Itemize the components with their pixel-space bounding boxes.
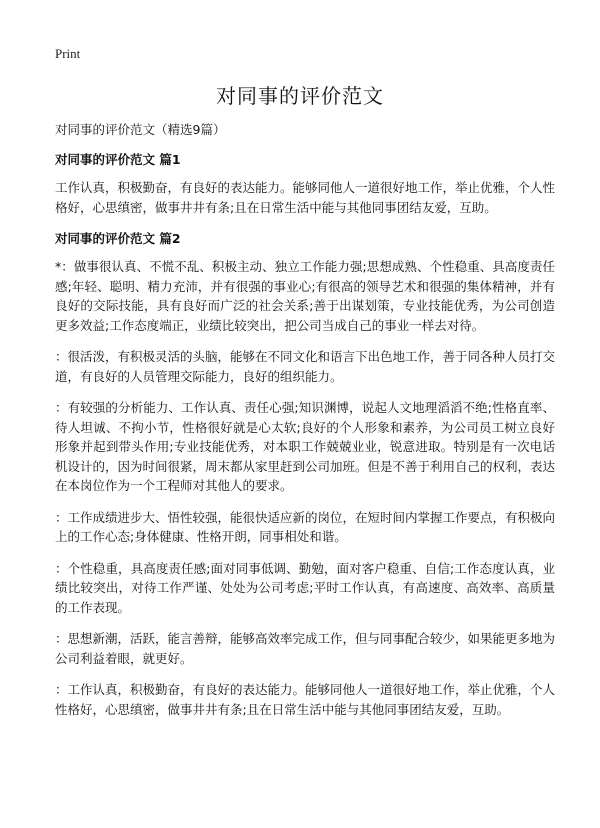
paragraph: ：很活泼，有积极灵活的头脑，能够在不同文化和语言下出色地工作，善于同各种人员打交道，有良好的人员管理交际能力，良好的组织能力。 — [55, 349, 556, 384]
paragraph: ：工作认真，积极勤奋，有良好的表达能力。能够同他人一道很好地工作，举止优雅，个人性格好，心思缜密，做事井井有条;且在日常生活中能与其他同事团结友爱，互助。 — [55, 682, 556, 717]
section-1 — [55, 150, 555, 217]
paragraph: ：思想新潮，活跃，能言善辩，能够高效率完成工作，但与同事配合较少，如果能更多地为公司利益着眼，就更好。 — [55, 631, 556, 666]
paragraph: ：个性稳重，具高度责任感;面对同事低调、勤勉，面对客户稳重、自信;工作态度认真，业绩比较突出，对待工作严谨、处处为公司考虑;平时工作认真，有高速度、高效率、高质量的工作表现。 — [55, 560, 555, 615]
section-2 — [55, 229, 555, 719]
paragraph: 工作认真，积极勤奋，有良好的表达能力。能够同他人一道很好地工作，举止优雅，个人性格好，心思缜密，做事井井有条;且在日常生活中能与其他同事团结友爱，互助。 — [55, 180, 556, 215]
paragraph: *：做事很认真、不慌不乱、积极主动、独立工作能力强;思想成熟、个性稳重、具高度责任感;年轻、聪明、精力充沛，并有很强的事业心;有很高的领导艺术和很强的集体精神，并有良好的交际技能，具有良好而广泛的社会关系;善于出谋划策，专业技能优秀，为公司创造更多效益;工作态度端正，业绩比较突出，把公司当成自己的事业一样去对待。 — [55, 259, 555, 333]
section-heading: 对同事的评价范文 篇2 — [55, 231, 181, 246]
paragraph: ：工作成绩进步大、悟性较强，能很快适应新的岗位，在短时间内掌握工作要点，有积极向上的工作心态;身体健康、性格开朗，同事相处和谐。 — [55, 509, 556, 544]
page-subtitle: 对同事的评价范文（精选9篇） — [55, 122, 226, 137]
paragraph: ：有较强的分析能力、工作认真、责任心强;知识渊博，说起人文地理滔滔不绝;性格直率、待人坦诚、不拘小节，性格很好就是心太软;良好的个人形象和素养，为公司员工树立良好形象并起到带头作用;专业技能优秀，对本职工作兢兢业业，锐意进取。特别是有一次电话机设计的，因为时间很紧，周末都从家里赶到公司加班。但是不善于利用自己的权利，表达在本岗位作为一个工程师对其他人的要求。 — [55, 400, 556, 493]
section-heading: 对同事的评价范文 篇1 — [55, 152, 181, 167]
article-body — [55, 146, 555, 731]
print-link[interactable]: Print — [55, 46, 81, 61]
page-title: 对同事的评价范文 — [216, 84, 384, 108]
